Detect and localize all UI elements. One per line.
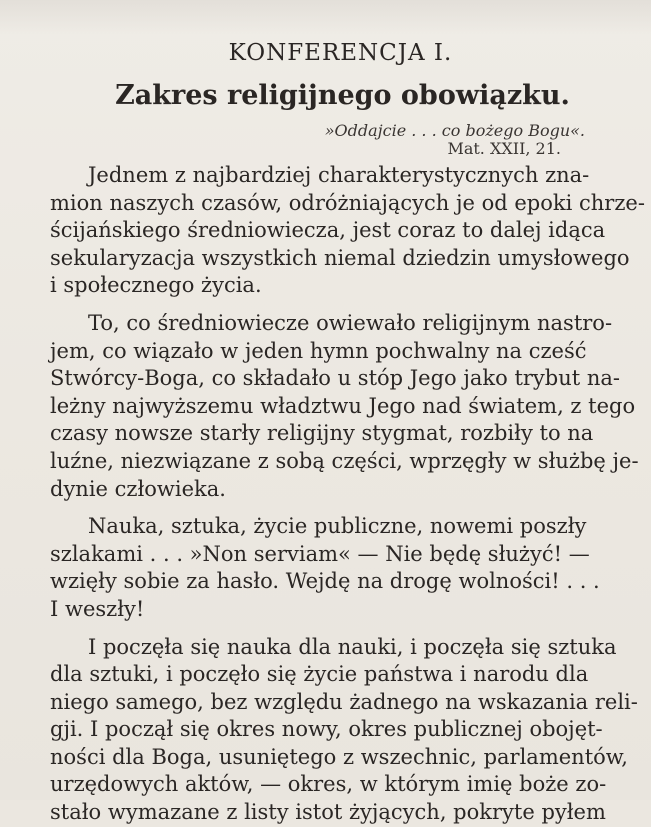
text-line: szlakami . . . »Non serviam« — Nie będę służyć! — — [50, 541, 590, 566]
text-line: jem, co wiązało w jeden hymn pochwalny na cześć — [50, 338, 587, 363]
text-line: I poczęła się nauka dla nauki, i poczęła się sztuka — [88, 634, 617, 659]
epigraph-quote: »Oddajcie . . . co bożego Bogu«. — [324, 121, 585, 140]
text-line: stało wymazane z listy istot żyjących, pokryte pyłem — [50, 800, 606, 825]
text-line: I weszły! — [50, 596, 145, 621]
text-line: niego samego, bez względu żadnego na wskazania reli- — [50, 689, 638, 714]
paragraph-gap — [50, 503, 583, 513]
body-text — [50, 162, 645, 827]
chapter-heading: KONFERENCJA I. — [228, 40, 453, 66]
text-line: urzędowych aktów, — okres, w którym imię boże zo- — [50, 772, 607, 797]
text-line: i społecznego życia. — [50, 273, 262, 298]
text-line: wzięły sobie za hasło. Wejdę na drogę wolności! . . . — [50, 569, 600, 594]
chapter-title: Zakres religijnego obowiązku. — [115, 80, 570, 111]
text-line: czasy nowsze starły religijny stygmat, rozbiły to na — [50, 421, 594, 446]
text-line: leżny najwyższemu władztwu Jego nad światem, z tego — [50, 393, 636, 418]
text-line: Jednem z najbardziej charakterystycznych zna- — [88, 163, 590, 187]
epigraph-citation: Mat. XXII, 21. — [447, 139, 561, 158]
text-line: luźne, niezwiązane z sobą części, wprzęgły w służbę je- — [50, 448, 639, 473]
text-line: Stwórcy-Boga, co składało u stóp Jego jako trybut na- — [50, 366, 621, 391]
text-line: dla sztuki, i poczęło się życie państwa i narodu dla — [50, 662, 589, 687]
paragraph-gap — [50, 300, 583, 310]
text-line: gji. I począł się okres nowy, okres publicznej obojęt- — [50, 717, 603, 742]
text-line: mion naszych czasów, odróżniających je od epoki chrze- — [50, 190, 645, 215]
text-line: dynie człowieka. — [50, 476, 226, 501]
text-line: ności dla Boga, usuniętego z wszechnic, parlamentów, — [50, 744, 628, 769]
text-line: To, co średniowiecze owiewało religijnym nastro- — [88, 310, 613, 335]
text-line: ścijańskiego średniowiecza, jest coraz to dalej idąca — [50, 218, 606, 243]
text-line: Nauka, sztuka, życie publiczne, nowemi poszły — [88, 514, 587, 539]
text-line: sekularyzacja wszystkich niemal dziedzin umysłowego — [50, 245, 630, 270]
paragraph-gap — [50, 624, 583, 634]
